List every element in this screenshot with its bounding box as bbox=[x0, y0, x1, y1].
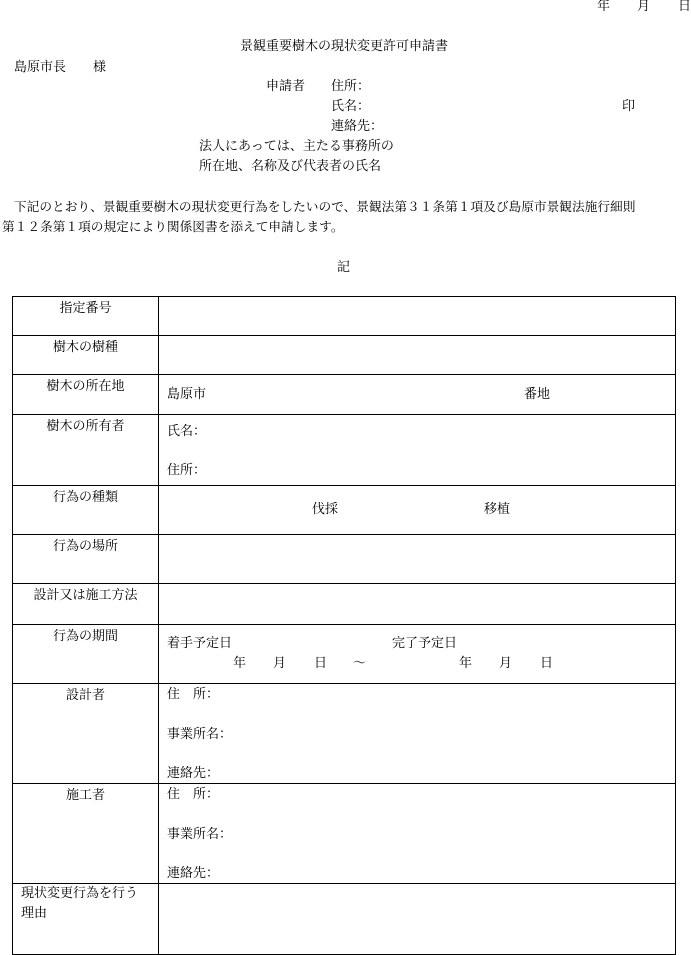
period-start-label: 着手予定日 bbox=[167, 636, 233, 651]
owner-address-label: 住所： bbox=[167, 463, 207, 478]
seal-mark: 印 bbox=[622, 99, 636, 114]
reason-line2: 理由 bbox=[21, 906, 48, 921]
applicant-label: 申請者 bbox=[266, 79, 306, 94]
field-tree-owner[interactable] bbox=[159, 415, 676, 486]
label-tree-location: 樹木の所在地 bbox=[13, 375, 159, 415]
reason-line1: 現状変更行為を行う bbox=[21, 886, 139, 901]
date-month: 月 bbox=[637, 0, 651, 14]
applicant-contact-label: 連絡先： bbox=[331, 119, 384, 134]
label-designer: 設計者 bbox=[13, 684, 159, 784]
field-design-method[interactable] bbox=[159, 584, 676, 625]
start-year: 年 bbox=[233, 656, 247, 671]
end-year: 年 bbox=[459, 656, 473, 671]
body-text-line1: 下記のとおり、景観重要樹木の現状変更行為をしたいので、景観法第３１条第１項及び島原市景観法施行細則 bbox=[14, 199, 636, 214]
act-felling: 伐採 bbox=[312, 502, 339, 517]
act-transplant: 移植 bbox=[484, 502, 511, 517]
owner-name-label: 氏名： bbox=[167, 424, 207, 439]
designer-contact-label: 連絡先： bbox=[167, 766, 220, 781]
start-month: 月 bbox=[273, 656, 287, 671]
period-end-label: 完了予定日 bbox=[392, 636, 458, 651]
applicant-address-label: 住所： bbox=[331, 79, 371, 94]
addressee: 島原市長 bbox=[14, 60, 67, 75]
field-contractor[interactable] bbox=[159, 784, 676, 884]
field-act-type[interactable] bbox=[159, 486, 676, 535]
label-tree-species: 樹木の樹種 bbox=[13, 336, 159, 375]
field-act-period[interactable] bbox=[159, 625, 676, 684]
location-city: 島原市 bbox=[167, 387, 207, 402]
honorific: 様 bbox=[93, 60, 107, 75]
label-act-type: 行為の種類 bbox=[13, 486, 159, 535]
corporate-note-line2: 所在地、名称及び代表者の氏名 bbox=[199, 159, 382, 174]
field-designation-number[interactable] bbox=[159, 297, 676, 336]
contractor-contact-label: 連絡先： bbox=[167, 866, 220, 881]
designer-address-label: 住 所： bbox=[167, 687, 220, 702]
ki-heading: 記 bbox=[337, 260, 351, 275]
label-tree-owner: 樹木の所有者 bbox=[13, 415, 159, 486]
body-text-line2: 第１２条第１項の規定により関係図書を添えて申請します。 bbox=[2, 219, 344, 234]
start-day: 日 bbox=[314, 656, 328, 671]
applicant-name-label: 氏名： bbox=[331, 99, 371, 114]
label-act-place: 行為の場所 bbox=[13, 535, 159, 584]
field-act-place[interactable] bbox=[159, 535, 676, 584]
field-reason[interactable] bbox=[159, 884, 676, 955]
field-tree-location[interactable] bbox=[159, 375, 676, 415]
end-day: 日 bbox=[540, 656, 554, 671]
label-contractor: 施工者 bbox=[13, 784, 159, 884]
document-title: 景観重要樹木の現状変更許可申請書 bbox=[240, 39, 449, 54]
label-act-period: 行為の期間 bbox=[13, 625, 159, 684]
date-year: 年 bbox=[597, 0, 611, 14]
field-tree-species[interactable] bbox=[159, 336, 676, 375]
location-banchi: 番地 bbox=[524, 387, 551, 402]
corporate-note-line1: 法人にあっては、主たる事務所の bbox=[199, 139, 394, 154]
application-form-table bbox=[12, 296, 676, 955]
end-month: 月 bbox=[499, 656, 513, 671]
contractor-address-label: 住 所： bbox=[167, 787, 220, 802]
field-designer[interactable] bbox=[159, 684, 676, 784]
date-day: 日 bbox=[678, 0, 691, 14]
label-designation-number: 指定番号 bbox=[13, 297, 159, 336]
label-reason bbox=[13, 884, 159, 955]
designer-office-label: 事業所名： bbox=[167, 727, 233, 742]
contractor-office-label: 事業所名： bbox=[167, 827, 233, 842]
period-tilde: ～ bbox=[353, 656, 367, 671]
label-design-method: 設計又は施工方法 bbox=[13, 584, 159, 625]
